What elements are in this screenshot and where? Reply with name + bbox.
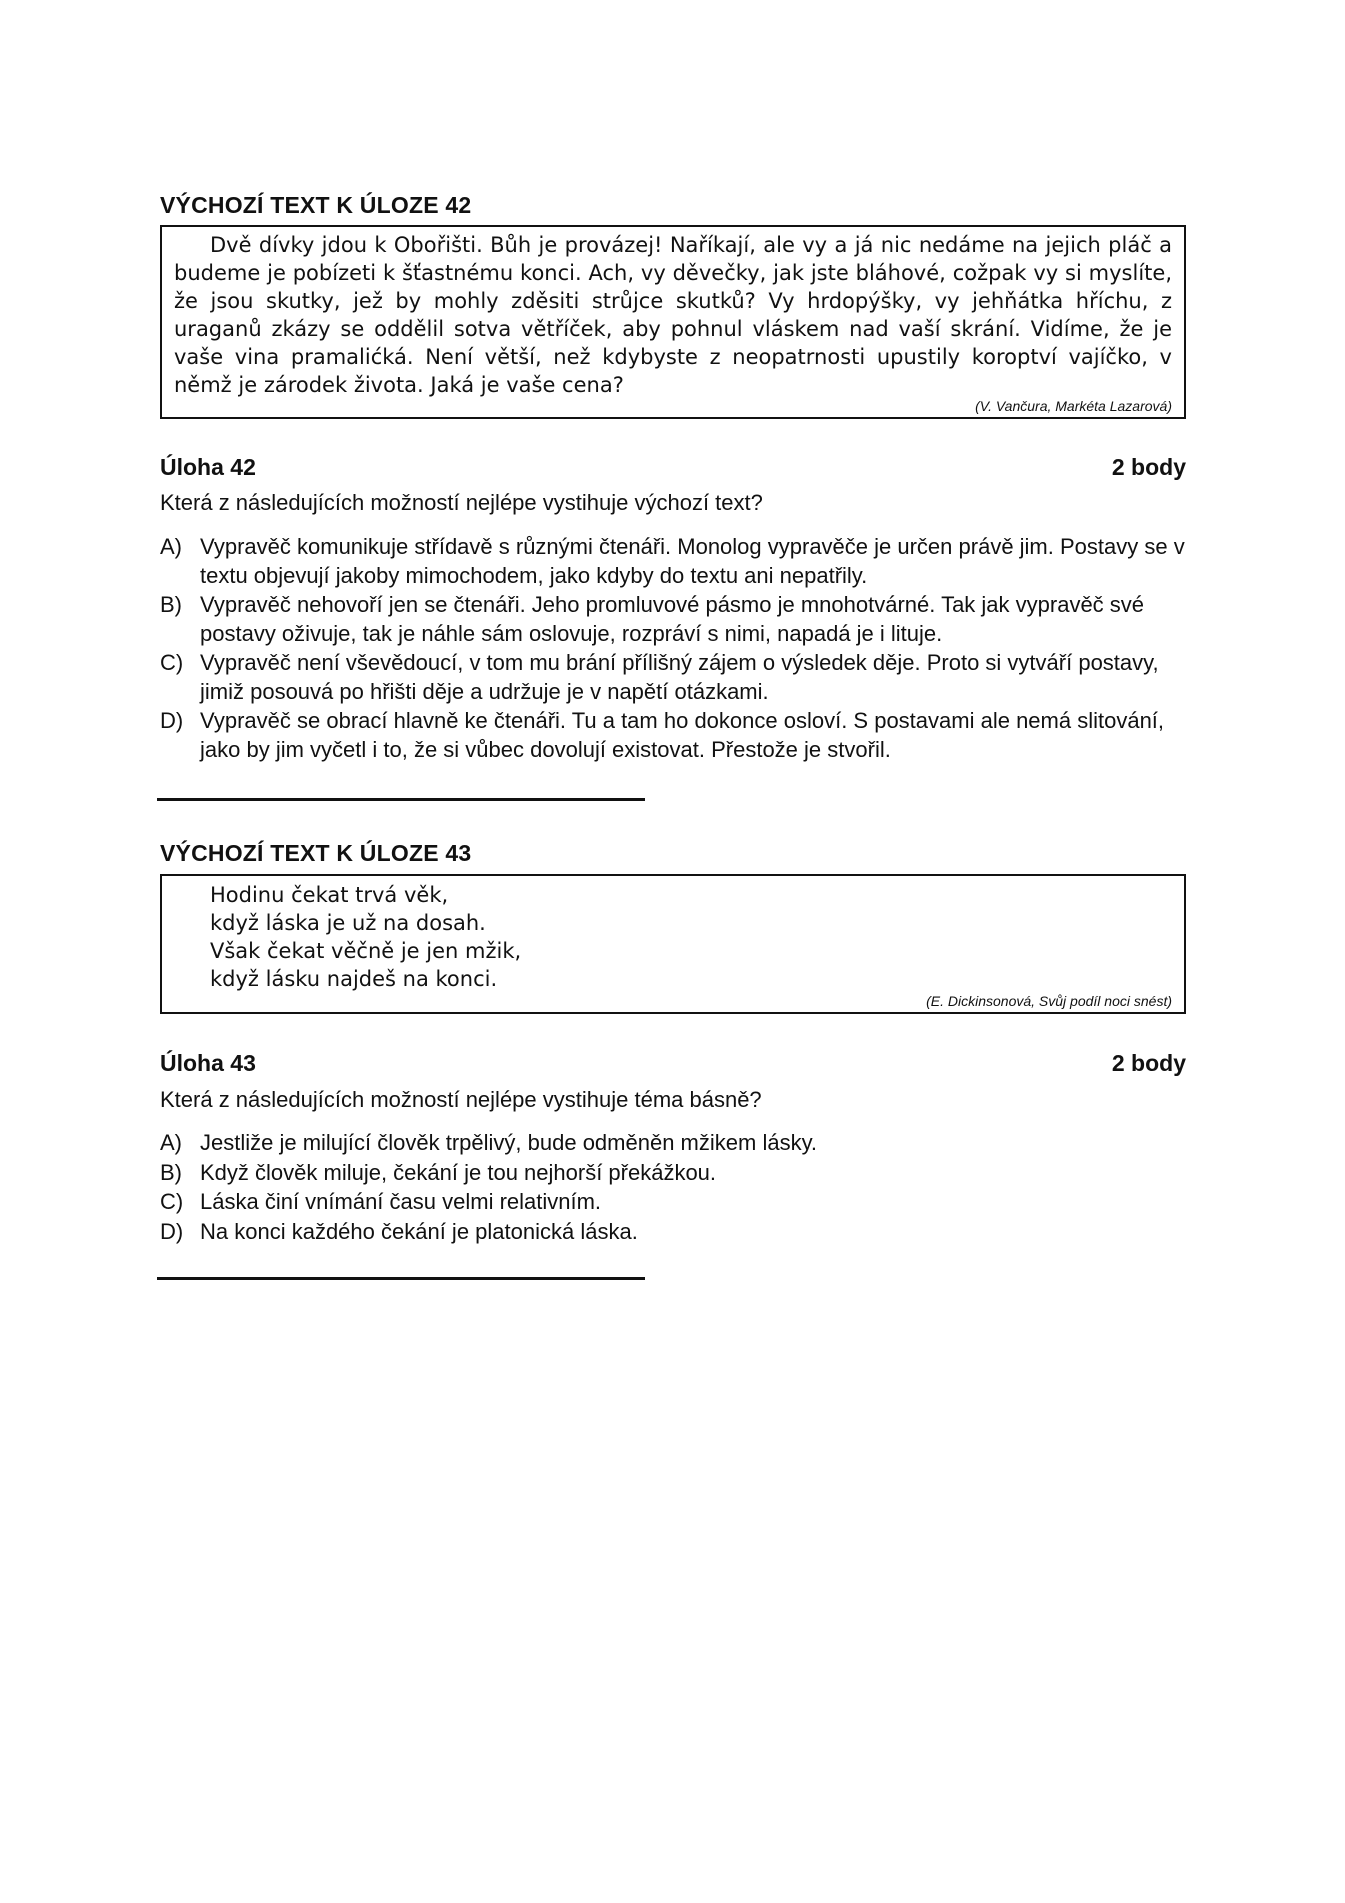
task-points-43: 2 body: [1111, 1050, 1186, 1076]
source-text-42: Dvě dívky jdou k Obořišti. Bůh je provázej! Naříkají, ale vy a já nic nedáme na jejich pláč a budeme je pobízeti k šťastnému konci. Ach, vy děvečky, jak jste bláhové, cožpak vy si myslíte, že jsou skutky, jež by mohly zděsiti strůjce skutků? Vy hrdopýšky, vy jehňátka hříchu, z uraganů zkázy se oddělil sotva větříček, aby pohnul vláskem nad vaší skrání. Vidíme, že je vaše vina pramalićká. Není větší, než kdybyste z neopatrnosti upustily koroptví vajíčko, v němž je zárodek života. Jaká je vaše cena?: [174, 233, 1172, 397]
option-letter: C): [160, 1189, 184, 1214]
source-citation-42: (V. Vančura, Markéta Lazarová): [975, 398, 1172, 414]
poem-line: Však čekat věčně je jen mžik,: [210, 939, 522, 963]
option-text: Láska činí vnímání času velmi relativním.: [200, 1189, 602, 1214]
option-letter: B): [160, 1159, 182, 1185]
source-text-box-42: [160, 225, 1186, 419]
task-title-42: Úloha 42: [160, 454, 256, 480]
source-text-box-43: [160, 874, 1186, 1014]
task-question-42: Která z následujících možností nejlépe vystihuje výchozí text?: [160, 490, 763, 515]
option-text: Na konci každého čekání je platonická láska.: [200, 1218, 638, 1244]
option-text: Vypravěč se obrací hlavně ke čtenáři. Tu a tam ho dokonce osloví. S postavami ale nemá slitování, jako by jim vyčetl i to, že si vůbec dovolují existovat. Přestože je stvořil.: [200, 708, 1165, 762]
answer-option[interactable]: [160, 1218, 1200, 1247]
source-text-heading-43: VÝCHOZÍ TEXT K ÚLOZE 43: [160, 840, 472, 866]
poem-line: když lásku najdeš na konci.: [210, 967, 498, 991]
task-question-43: Která z následujících možností nejlépe vystihuje téma básně?: [160, 1087, 762, 1112]
source-citation-43: (E. Dickinsonová, Svůj podíl noci snést): [926, 993, 1172, 1009]
answer-option[interactable]: [160, 533, 1200, 590]
answer-option[interactable]: [160, 1188, 1200, 1217]
option-text: Jestliže je milující člověk trpělivý, bude odměněn mžikem lásky.: [200, 1130, 818, 1155]
task-points-42: 2 body: [1111, 454, 1186, 480]
source-text-heading-42: VÝCHOZÍ TEXT K ÚLOZE 42: [160, 192, 472, 218]
answer-options-43: [160, 1129, 1200, 1247]
option-letter: C): [160, 650, 184, 675]
section-divider: [157, 798, 645, 801]
option-letter: A): [160, 1130, 182, 1155]
poem-line: Hodinu čekat trvá věk,: [210, 883, 449, 907]
option-letter: B): [160, 592, 182, 617]
option-text: Když člověk miluje, čekání je tou nejhorší překážkou.: [200, 1159, 717, 1185]
task-title-43: Úloha 43: [160, 1050, 256, 1076]
option-text: Vypravěč nehovoří jen se čtenáři. Jeho promluvové pásmo je mnohotvárné. Tak jak vypravěč své postavy oživuje, tak je náhle sám oslovuje, rozpráví s nimi, napadá je i lituje.: [200, 592, 1145, 646]
answer-option[interactable]: [160, 707, 1200, 764]
answer-option[interactable]: [160, 591, 1200, 648]
option-letter: A): [160, 534, 182, 559]
answer-option[interactable]: [160, 1159, 1200, 1188]
option-letter: D): [160, 1218, 184, 1244]
option-letter: D): [160, 708, 184, 733]
answer-option[interactable]: [160, 649, 1200, 706]
option-text: Vypravěč není vševědoucí, v tom mu brání přílišný zájem o výsledek děje. Proto si vytváří postavy, jimiž posouvá po hřišti děje a udržuje je v napětí otázkami.: [200, 650, 1159, 704]
answer-option[interactable]: [160, 1129, 1200, 1158]
answer-options-42: [160, 533, 1200, 765]
poem-line: když láska je už na dosah.: [210, 911, 486, 935]
option-text: Vypravěč komunikuje střídavě s různými čtenáři. Monolog vypravěče je určen právě jim. Postavy se v textu objevují jakoby mimochodem, jako kdyby do textu ani nepatřily.: [200, 534, 1185, 588]
section-divider: [157, 1277, 645, 1280]
